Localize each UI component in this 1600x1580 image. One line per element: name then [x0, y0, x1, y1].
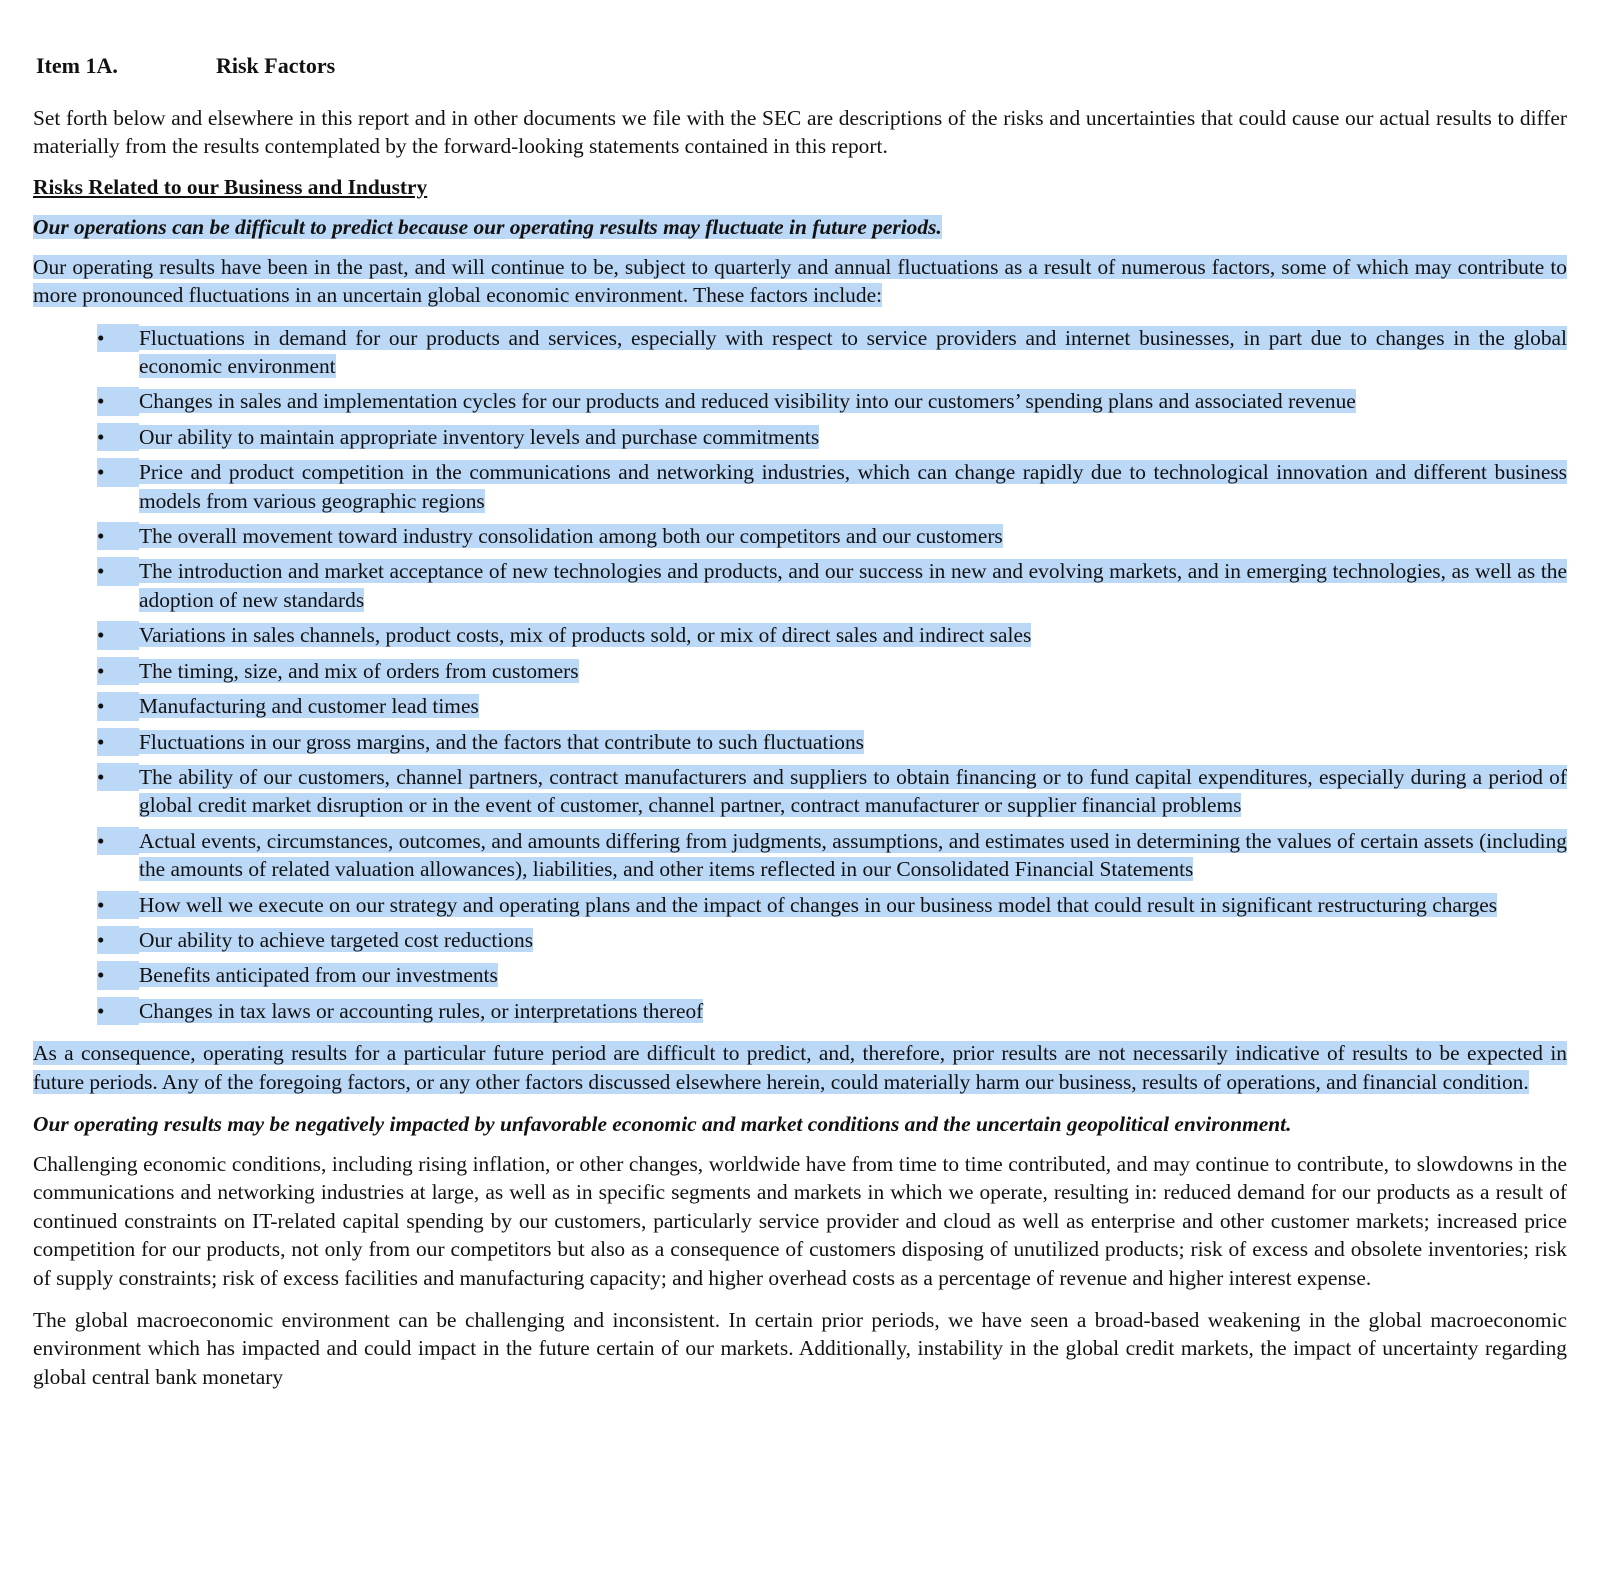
list-item-text[interactable]: The overall movement toward industry consolidation among both our competitors and our customers: [139, 524, 1003, 549]
risk-lead-paragraph[interactable]: [33, 253, 1567, 310]
item-title: Risk Factors: [216, 53, 336, 78]
list-item-text[interactable]: Our ability to achieve targeted cost reductions: [139, 927, 534, 952]
list-item[interactable]: [97, 827, 1567, 884]
risk-conclusion-paragraph[interactable]: [33, 1039, 1567, 1096]
list-item[interactable]: [97, 458, 1567, 515]
bullet-icon: •: [97, 557, 139, 585]
list-item-text[interactable]: Changes in sales and implementation cycles for our products and reduced visibility into our customers’ spending plans and associated revenue: [139, 389, 1356, 414]
intro-paragraph[interactable]: Set forth below and elsewhere in this report and in other documents we file with the SEC are descriptions of the risks and uncertainties that could cause our actual results to differ materially from the results contemplated by the forward-looking statements contained in this report.: [33, 106, 1567, 159]
list-item[interactable]: [97, 423, 1567, 451]
item-heading: [36, 52, 1567, 80]
list-item-text[interactable]: Our ability to maintain appropriate inventory levels and purchase commitments: [139, 424, 820, 449]
bullet-icon: •: [97, 324, 139, 352]
bullet-icon: •: [97, 926, 139, 954]
list-item[interactable]: [97, 657, 1567, 685]
bullet-icon: •: [97, 657, 139, 685]
risk-title-operations[interactable]: [33, 213, 1567, 241]
bullet-icon: •: [97, 458, 139, 486]
item-number: Item 1A.: [36, 53, 118, 78]
list-item-text[interactable]: Fluctuations in demand for our products and services, especially with respect to service providers and internet businesses, in part due to changes in the global economic environment: [139, 325, 1567, 379]
bullet-icon: •: [97, 961, 139, 989]
list-item[interactable]: [97, 557, 1567, 614]
list-item[interactable]: [97, 728, 1567, 756]
list-item-text[interactable]: The ability of our customers, channel partners, contract manufacturers and suppliers to obtain financing or to fund capital expenditures, especially during a period of global credit market disruption or in the event of customer, channel partner, contract manufacturer or supplier financial problems: [139, 764, 1567, 818]
section-heading: Risks Related to our Business and Industry: [33, 174, 428, 199]
bullet-icon: •: [97, 423, 139, 451]
list-item[interactable]: [97, 926, 1567, 954]
list-item[interactable]: [97, 621, 1567, 649]
risk-title-economic[interactable]: Our operating results may be negatively impacted by unfavorable economic and market conditions and the uncertain geopolitical environment.: [33, 1111, 1292, 1136]
list-item[interactable]: [97, 997, 1567, 1025]
bullet-icon: •: [97, 692, 139, 720]
list-item[interactable]: [97, 692, 1567, 720]
bullet-icon: •: [97, 997, 139, 1025]
bullet-icon: •: [97, 621, 139, 649]
bullet-icon: •: [97, 522, 139, 550]
list-item-text[interactable]: Price and product competition in the communications and networking industries, which can change rapidly due to technological innovation and different business models from various geographic regions: [139, 460, 1567, 513]
selected-text[interactable]: As a consequence, operating results for a particular future period are difficult to predict, and, therefore, prior results are not necessarily indicative of results to be expected in future periods. Any of the foregoing factors, or any other factors discussed elsewhere herein, could materially harm our business, results of operations, and financial condition.: [33, 1041, 1567, 1094]
selected-text[interactable]: Our operations can be difficult to predict because our operating results may fluctuate in future periods.: [33, 214, 942, 239]
list-item-text[interactable]: Actual events, circumstances, outcomes, and amounts differing from judgments, assumptions, and estimates used in determining the values of certain assets (including the amounts of related valuation allowances), liabilities, and other items reflected in our Consolidated Financial Statements: [139, 828, 1567, 882]
list-item-text[interactable]: Variations in sales channels, product costs, mix of products sold, or mix of direct sales and indirect sales: [139, 623, 1032, 648]
bullet-icon: •: [97, 728, 139, 756]
list-item[interactable]: [97, 522, 1567, 550]
list-item-text[interactable]: Manufacturing and customer lead times: [139, 694, 479, 719]
list-item[interactable]: [97, 763, 1567, 820]
list-item-text[interactable]: How well we execute on our strategy and operating plans and the impact of changes in our business model that could result in significant restructuring charges: [139, 892, 1498, 917]
bullet-icon: •: [97, 387, 139, 415]
bullet-icon: •: [97, 891, 139, 919]
economic-paragraph-2[interactable]: The global macroeconomic environment can be challenging and inconsistent. In certain prior periods, we have seen a broad-based weakening in the global macroeconomic environment which has impacted and could impact in the future certain of our markets. Additionally, instability in the global credit markets, the impact of uncertainty regarding global central bank monetary: [33, 1308, 1567, 1389]
list-item-text[interactable]: The introduction and market acceptance of new technologies and products, and our success in new and evolving markets, and in emerging technologies, as well as the adoption of new standards: [139, 559, 1567, 612]
list-item-text[interactable]: Changes in tax laws or accounting rules, or interpretations thereof: [139, 998, 704, 1023]
bullet-icon: •: [97, 763, 139, 791]
factors-list: [33, 324, 1567, 1026]
list-item-text[interactable]: Fluctuations in our gross margins, and the factors that contribute to such fluctuations: [139, 729, 864, 754]
economic-paragraph-1[interactable]: Challenging economic conditions, including rising inflation, or other changes, worldwide have from time to time contributed, and may continue to contribute, to slowdowns in the communications and networking industries at large, as well as in specific segments and markets in which we operate, resulting in: reduced demand for our products as a result of continued constraints on IT-related capital spending by our customers, particularly service provider and cloud as well as enterprise and other customer markets; increased price competition for our products, not only from our competitors but also as a consequence of customers disposing of unutilized products; risk of excess and obsolete inventories; risk of supply constraints; risk of excess facilities and manufacturing capacity; and higher overhead costs as a percentage of revenue and higher interest expense.: [33, 1151, 1567, 1290]
document-page: [33, 52, 1567, 1391]
list-item[interactable]: [97, 961, 1567, 989]
bullet-icon: •: [97, 827, 139, 855]
list-item[interactable]: [97, 891, 1567, 919]
list-item[interactable]: [97, 387, 1567, 415]
list-item[interactable]: [97, 324, 1567, 381]
selected-text[interactable]: Our operating results have been in the past, and will continue to be, subject to quarterly and annual fluctuations as a result of numerous factors, some of which may contribute to more pronounced fluctuations in an uncertain global economic environment. These factors include:: [33, 254, 1567, 308]
list-item-text[interactable]: The timing, size, and mix of orders from customers: [139, 658, 579, 683]
list-item-text[interactable]: Benefits anticipated from our investments: [139, 963, 498, 988]
